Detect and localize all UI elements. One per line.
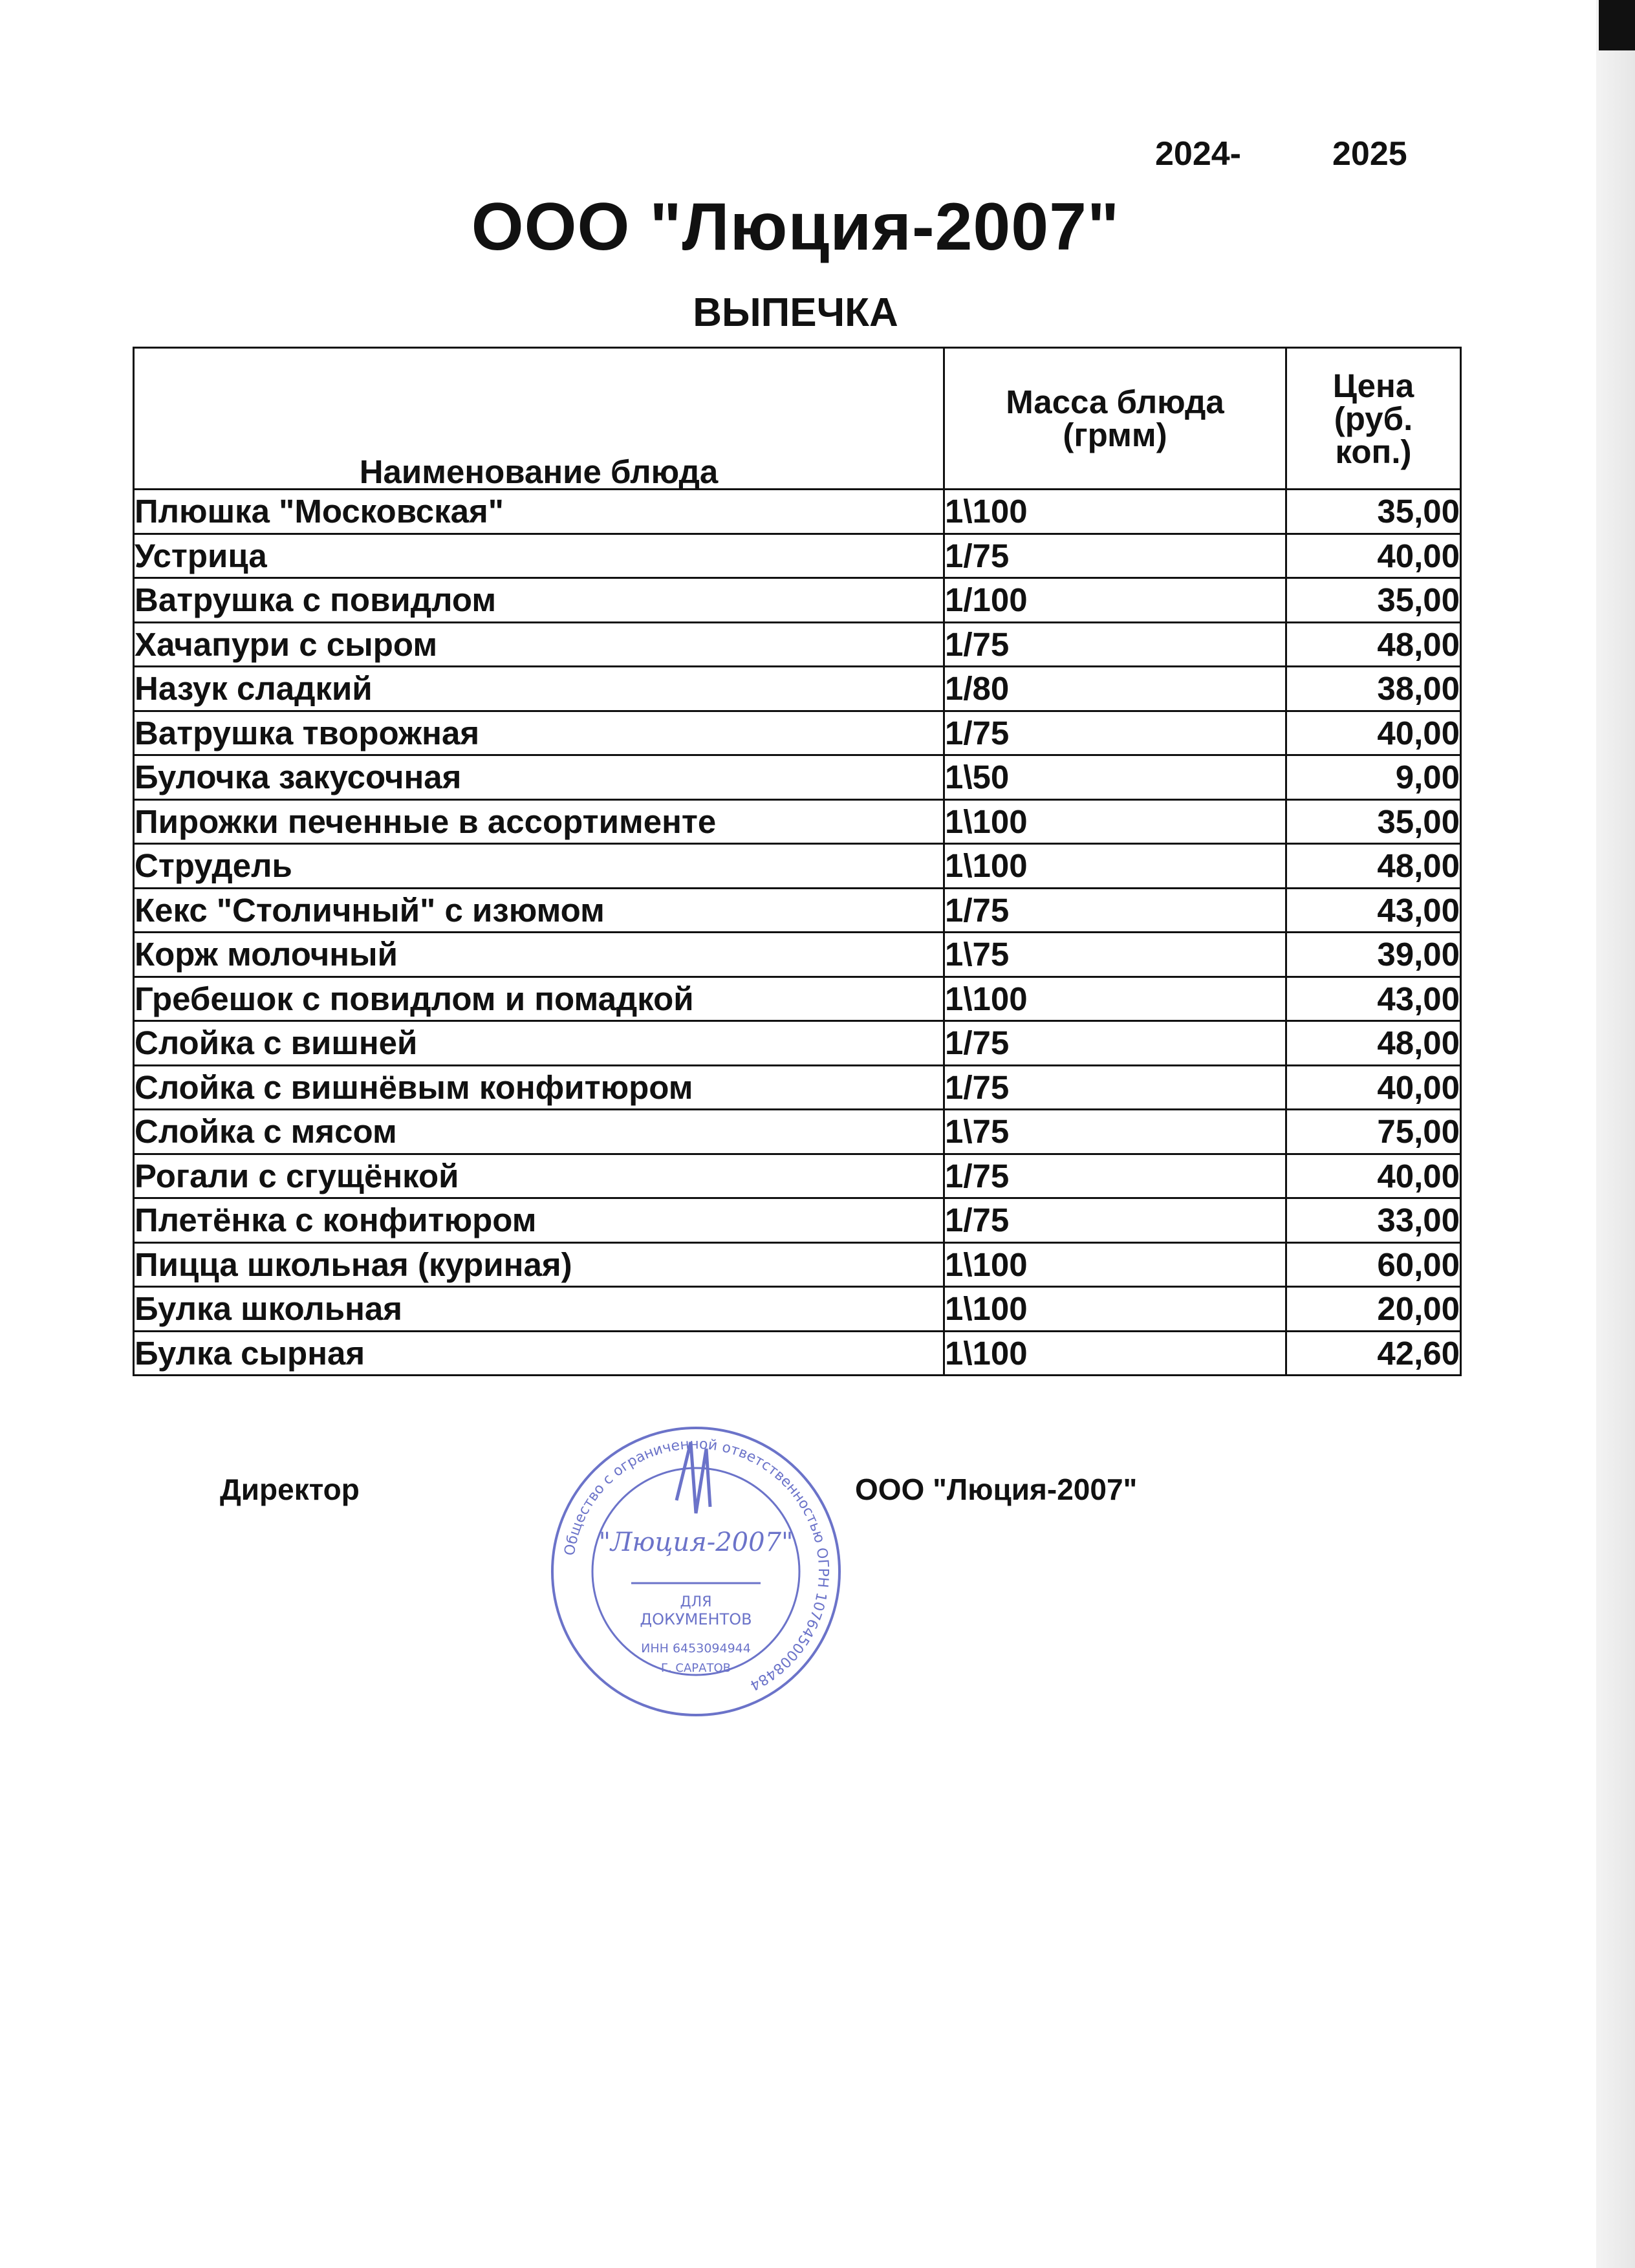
stamp-center-sub1: ДЛЯ: [680, 1594, 712, 1610]
table-row: [134, 755, 1461, 800]
page-edge: [1596, 0, 1635, 2268]
table-row: [134, 622, 1461, 667]
table-row: [134, 711, 1461, 755]
table-header-row: [134, 348, 1461, 490]
dish-price-cell: 40,00: [1286, 711, 1461, 755]
dish-name-cell: Слойка с мясом: [134, 1110, 944, 1154]
dish-price-cell: 42,60: [1286, 1331, 1461, 1376]
table-row: [134, 534, 1461, 578]
dish-price-cell: 43,00: [1286, 977, 1461, 1021]
table-row: [134, 667, 1461, 711]
year-end: 2025: [1332, 135, 1407, 173]
dish-price-cell: 48,00: [1286, 622, 1461, 667]
dish-mass-cell: 1/75: [944, 534, 1286, 578]
table-row: [134, 1110, 1461, 1154]
dish-price-cell: 20,00: [1286, 1287, 1461, 1332]
stamp-ring-text: Общество с ограниченной ответственностью ОГРН 1076450008484: [561, 1436, 832, 1694]
table-row: [134, 844, 1461, 889]
dish-name-cell: Корж молочный: [134, 933, 944, 977]
menu-table: [133, 347, 1462, 1376]
dish-price-cell: 48,00: [1286, 844, 1461, 889]
table-row: [134, 1198, 1461, 1243]
table-row: [134, 1242, 1461, 1287]
stamp-city: Г. САРАТОВ: [661, 1661, 731, 1675]
dish-name-cell: Кекс "Столичный" с изюмом: [134, 888, 944, 933]
column-header-mass-line: Масса блюда: [1006, 383, 1224, 420]
dish-price-cell: 40,00: [1286, 1065, 1461, 1110]
dish-name-cell: Булка сырная: [134, 1331, 944, 1376]
dish-mass-cell: 1\100: [944, 799, 1286, 844]
dish-mass-cell: 1\100: [944, 490, 1286, 534]
dish-name-cell: Рогали с сгущёнкой: [134, 1154, 944, 1198]
dish-mass-cell: 1\75: [944, 1110, 1286, 1154]
dish-name-cell: Слойка с вишней: [134, 1021, 944, 1066]
section-title: ВЫПЕЧКА: [693, 290, 898, 335]
dish-name-cell: Ватрушка творожная: [134, 711, 944, 755]
dish-mass-cell: 1/75: [944, 1154, 1286, 1198]
dish-name-cell: Булка школьная: [134, 1287, 944, 1332]
dish-name-cell: Устрица: [134, 534, 944, 578]
table-row: [134, 977, 1461, 1021]
dish-name-cell: Слойка с вишнёвым конфитюром: [134, 1065, 944, 1110]
scan-corner-mark: [1599, 0, 1635, 50]
dish-name-cell: Струдель: [134, 844, 944, 889]
table-row: [134, 799, 1461, 844]
table-row: [134, 1154, 1461, 1198]
dish-price-cell: 9,00: [1286, 755, 1461, 800]
column-header-name: Наименование блюда: [134, 348, 944, 490]
dish-price-cell: 40,00: [1286, 534, 1461, 578]
dish-mass-cell: 1\100: [944, 844, 1286, 889]
dish-mass-cell: 1/100: [944, 578, 1286, 623]
column-header-price-line: Цена: [1332, 367, 1414, 404]
table-row: [134, 1065, 1461, 1110]
stamp-inn: ИНН 6453094944: [641, 1641, 751, 1656]
column-header-mass-line: (грмм): [1063, 416, 1167, 453]
column-header-price: [1286, 348, 1461, 490]
dish-mass-cell: 1/75: [944, 711, 1286, 755]
company-title: ООО "Люция-2007": [471, 189, 1120, 265]
dish-mass-cell: 1/75: [944, 1021, 1286, 1066]
dish-price-cell: 38,00: [1286, 667, 1461, 711]
dish-name-cell: Плетёнка с конфитюром: [134, 1198, 944, 1243]
dish-price-cell: 75,00: [1286, 1110, 1461, 1154]
year-start: 2024-: [1155, 135, 1241, 173]
column-header-price-line: коп.): [1335, 433, 1412, 470]
dish-mass-cell: 1/75: [944, 1198, 1286, 1243]
dish-name-cell: Пицца школьная (куриная): [134, 1242, 944, 1287]
column-header-mass: [944, 348, 1286, 490]
dish-mass-cell: 1/75: [944, 622, 1286, 667]
company-stamp: [541, 1423, 851, 1720]
table-row: [134, 933, 1461, 977]
dish-price-cell: 35,00: [1286, 490, 1461, 534]
dish-price-cell: 39,00: [1286, 933, 1461, 977]
dish-name-cell: Пирожки печенные в ассортименте: [134, 799, 944, 844]
dish-name-cell: Плюшка "Московская": [134, 490, 944, 534]
table-row: [134, 1021, 1461, 1066]
dish-mass-cell: 1\50: [944, 755, 1286, 800]
column-header-price-line: (руб.: [1334, 400, 1413, 437]
dish-mass-cell: 1/75: [944, 888, 1286, 933]
dish-mass-cell: 1/80: [944, 667, 1286, 711]
dish-name-cell: Ватрушка с повидлом: [134, 578, 944, 623]
menu-table-body: [134, 490, 1461, 1376]
dish-name-cell: Гребешок с повидлом и помадкой: [134, 977, 944, 1021]
table-row: [134, 888, 1461, 933]
dish-price-cell: 43,00: [1286, 888, 1461, 933]
table-row: [134, 490, 1461, 534]
dish-price-cell: 60,00: [1286, 1242, 1461, 1287]
dish-mass-cell: 1\100: [944, 1242, 1286, 1287]
dish-price-cell: 35,00: [1286, 578, 1461, 623]
dish-mass-cell: 1\100: [944, 977, 1286, 1021]
dish-price-cell: 48,00: [1286, 1021, 1461, 1066]
stamp-center-title: "Люция-2007": [598, 1528, 794, 1557]
table-row: [134, 578, 1461, 623]
table-row: [134, 1331, 1461, 1376]
dish-mass-cell: 1\100: [944, 1287, 1286, 1332]
dish-name-cell: Хачапури с сыром: [134, 622, 944, 667]
dish-name-cell: Булочка закусочная: [134, 755, 944, 800]
dish-mass-cell: 1\100: [944, 1331, 1286, 1376]
stamp-center-sub2: ДОКУМЕНТОВ: [640, 1610, 752, 1628]
dish-price-cell: 35,00: [1286, 799, 1461, 844]
dish-price-cell: 40,00: [1286, 1154, 1461, 1198]
footer-company-label: ООО "Люция-2007": [855, 1473, 1138, 1506]
dish-price-cell: 33,00: [1286, 1198, 1461, 1243]
dish-mass-cell: 1\75: [944, 933, 1286, 977]
table-row: [134, 1287, 1461, 1332]
dish-mass-cell: 1/75: [944, 1065, 1286, 1110]
footer-director-label: Директор: [220, 1473, 360, 1506]
dish-name-cell: Назук сладкий: [134, 667, 944, 711]
